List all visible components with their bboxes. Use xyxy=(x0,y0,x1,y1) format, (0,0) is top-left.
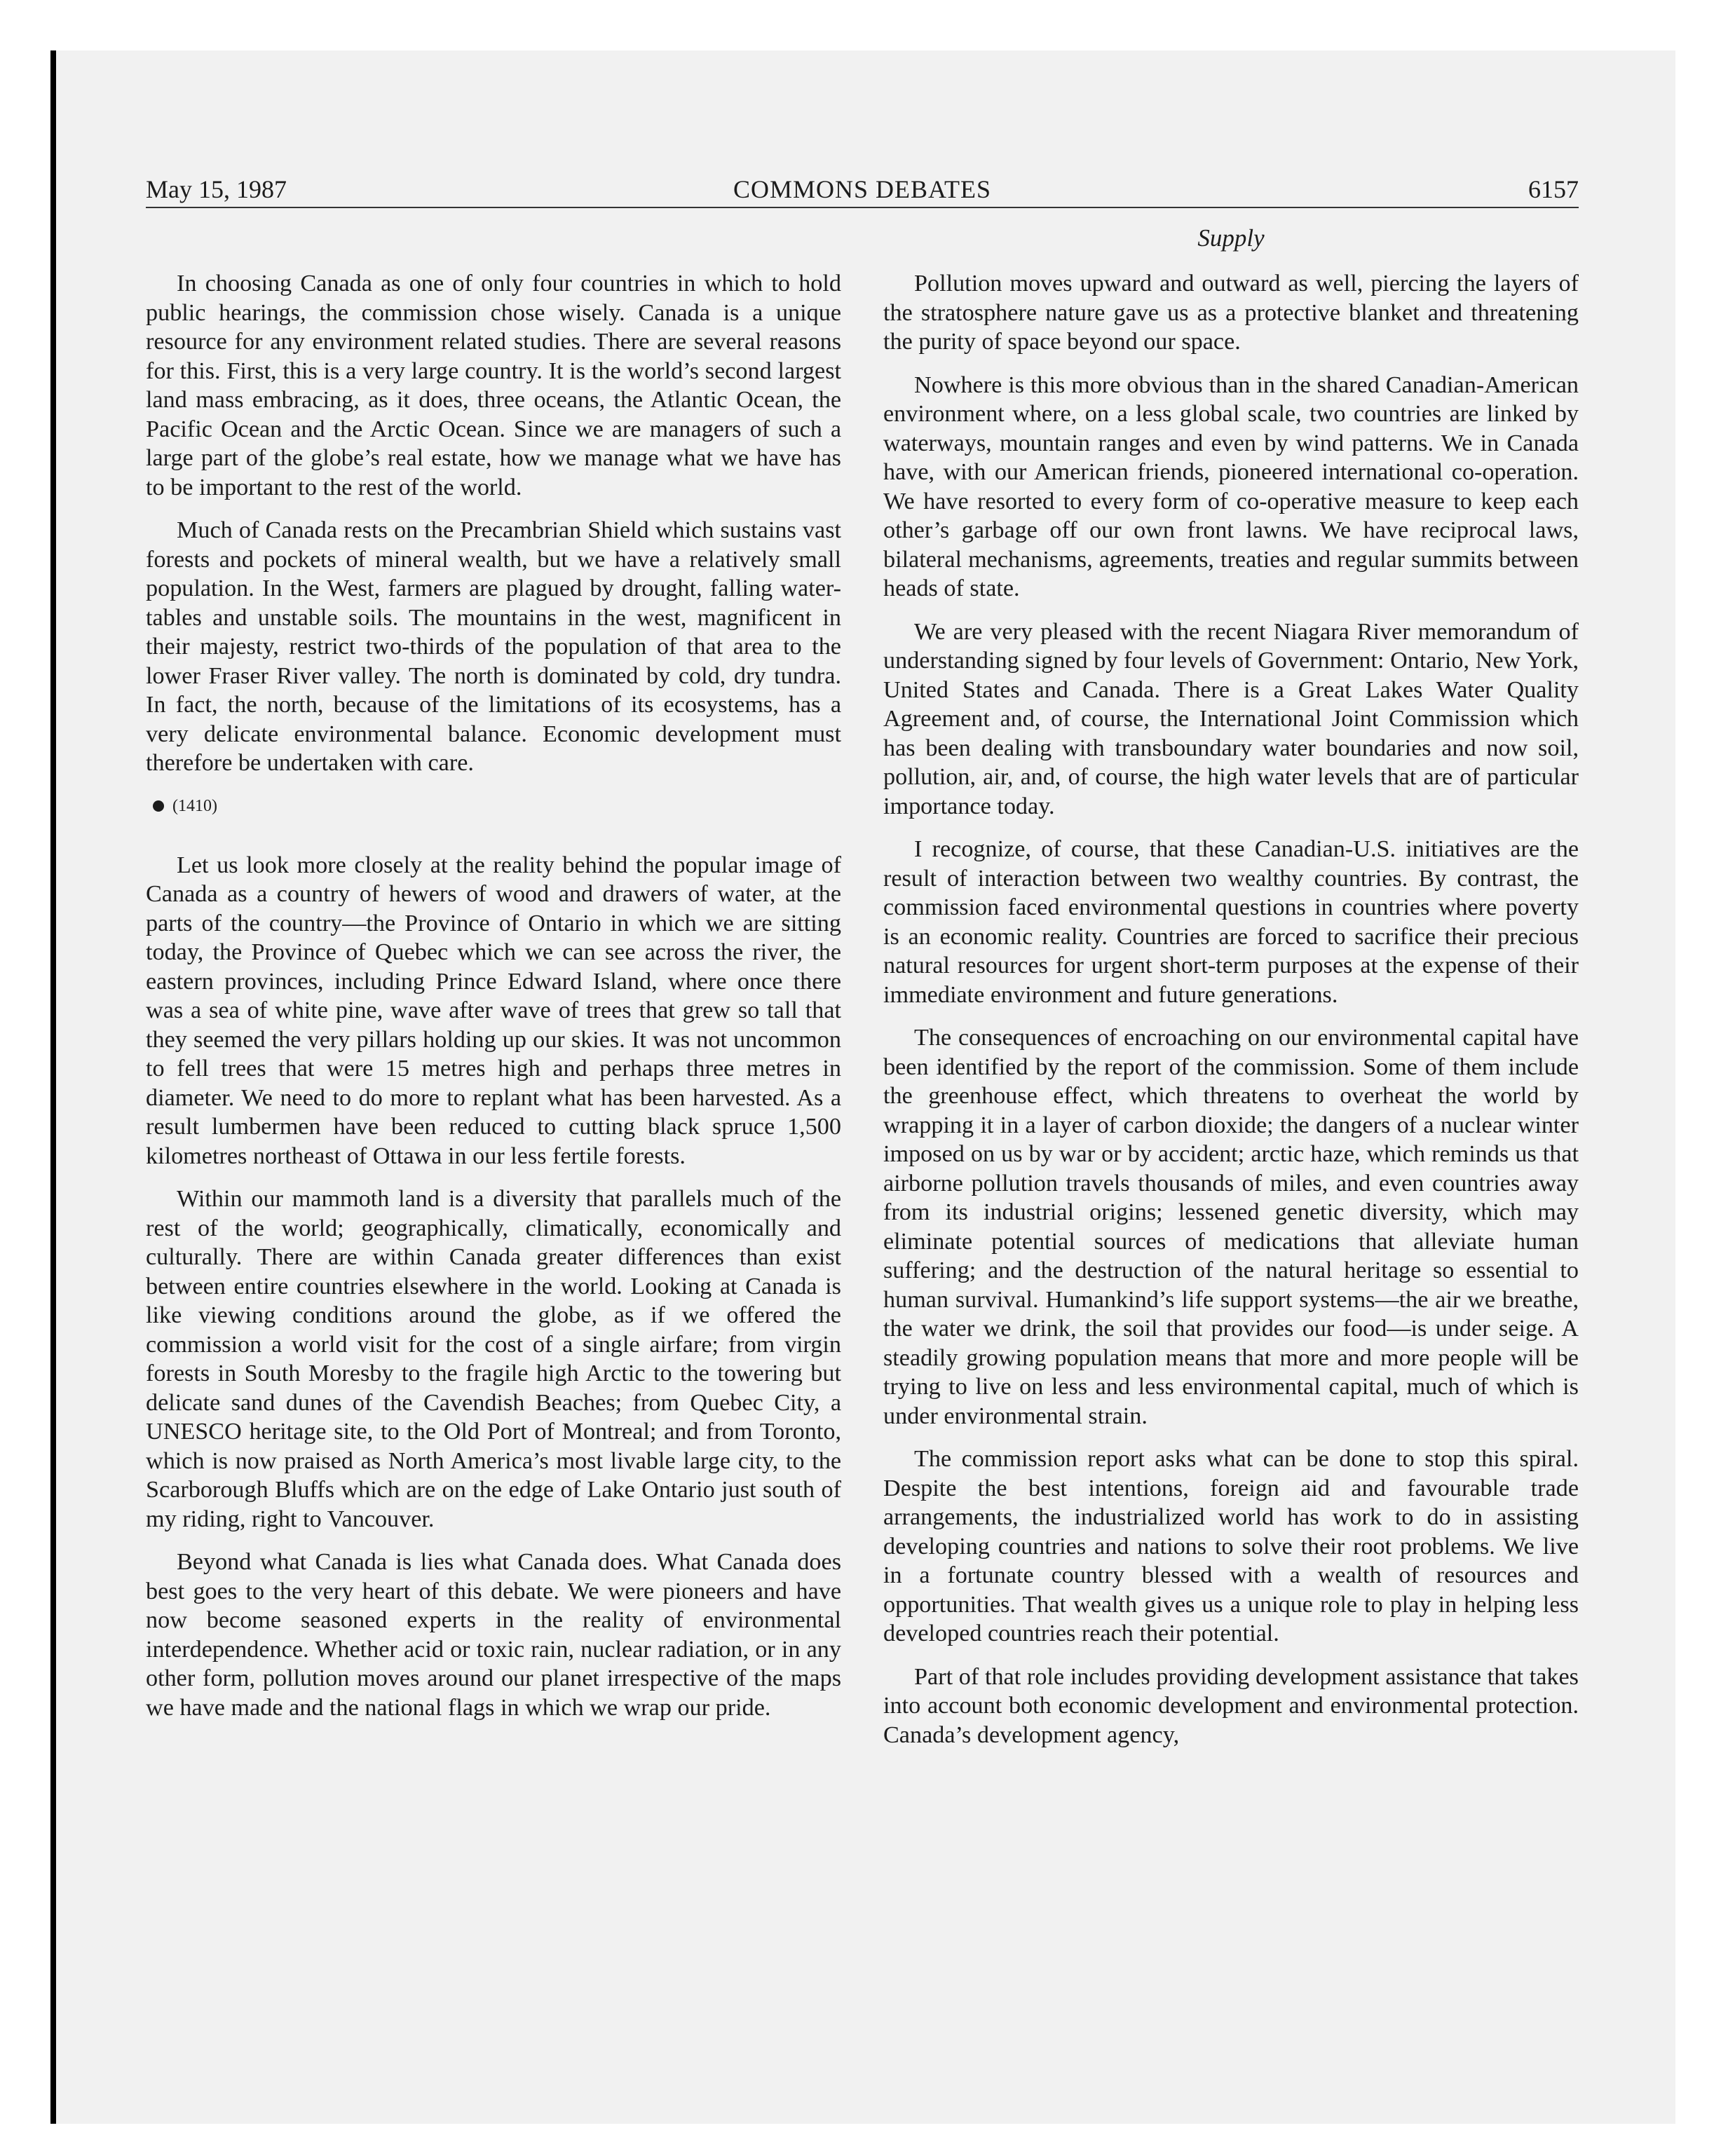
paragraph: In choosing Canada as one of only four countries in which to hold public hearings, the commission chose wisely. Canada is a unique resource for any environment related studies. There are several reasons for this. First, this is a very large country. It is the world’s second largest land mass embracing, as it does, three oceans, the Atlantic Ocean, the Pacific Ocean and the Arctic Ocean. Since we are managers of such a large part of the globe’s real estate, how we manage what we have has to be important to the rest of the world. xyxy=(146,271,841,500)
page-header xyxy=(146,172,1579,206)
paragraph: Much of Canada rests on the Precambrian Shield which sustains vast forests and pockets of mineral wealth, but we have a relatively small population. In the West, farmers are plagued by drought, falling water-tables and unstable soils. The mountains in the west, magnificent in their majesty, restrict two-thirds of the population of that area to the lower Fraser River valley. The north is dominated by cold, dry tundra. In fact, the north, because of the limitations of its ecosystems, has a very delicate environmental balance. Economic development must therefore be undertaken with care. xyxy=(146,517,841,776)
right-column xyxy=(883,269,1579,1763)
paragraph: Beyond what Canada is lies what Canada does. What Canada does best goes to the very heart of this debate. We were pioneers and have now become seasoned experts in the reality of environmental interdependence. Whether acid or toxic rain, nuclear radiation, or in any other form, pollution moves around our planet irrespective of the maps we have made and the national flags in which we wrap our pride. xyxy=(146,1549,841,1721)
paragraph: We are very pleased with the recent Niagara River memorandum of understanding signed by four levels of Government: Ontario, New York, United States and Canada. There is a Great Lakes Water Quality Agreement and, of course, the International Joint Commission which has been dealing with transboundary water boundaries and now soil, pollution, air, and, of course, the high water levels that are of particular importance today. xyxy=(883,618,1579,819)
paragraph: Within our mammoth land is a diversity that parallels much of the rest of the world; geographically, climatically, economically and culturally. There are within Canada greater differences than exist between entire countries elsewhere in the world. Looking at Canada is like viewing conditions around the globe, as if we offered the commission a world visit for the cost of a single airfare; from virgin forests in South Moresby to the fragile high Arctic to the towering but delicate sand dunes of the Cavendish Beaches; from Quebec City, a UNESCO heritage site, to the Old Port of Montreal; and from Toronto, which is now praised as North America’s most livable large city, to the Scarborough Bluffs which are on the edge of Lake Ontario just south of my riding, right to Vancouver. xyxy=(146,1186,841,1532)
paragraph: I recognize, of course, that these Canadian-U.S. initiatives are the result of interaction between two wealthy countries. By contrast, the commission faced environmental questions in countries where poverty is an economic reality. Countries are forced to sacrifice their precious natural resources for urgent short-term purposes at the expense of their immediate environment and future generations. xyxy=(883,836,1579,1008)
paragraph: Let us look more closely at the reality behind the popular image of Canada as a country of hewers of wood and drawers of water, at the parts of the country—the Province of Ontario in which we are sitting today, the Province of Quebec which we can see across the river, the eastern provinces, including Prince Edward Island, where once there was a sea of white pine, wave after wave of trees that grew so tall that they seemed the very pillars holding up our skies. It was not uncommon to fell trees that were 15 metres high and perhaps three metres in diameter. We need to do more to replant what has been harvested. As a result lumbermen have been reduced to cutting black spruce 1,500 kilometres northeast of Ottawa in our less fertile forests. xyxy=(146,852,841,1169)
time-marker xyxy=(146,792,841,820)
section-title: Supply xyxy=(1197,224,1265,252)
header-date: May 15, 1987 xyxy=(146,175,287,203)
header-title: COMMONS DEBATES xyxy=(733,175,992,203)
bullet-icon xyxy=(153,800,164,812)
scan-edge xyxy=(50,50,56,2124)
paragraph: Nowhere is this more obvious than in the shared Canadian-American environment where, on a less global scale, two countries are linked by waterways, mountain ranges and even by wind patterns. We in Canada have, with our American friends, pioneered international co-operation. We have resorted to every form of co-operative measure to keep each other’s garbage off our own front lawns. We have reciprocal laws, bilateral mechanisms, agreements, treaties and regular summits between heads of state. xyxy=(883,371,1579,601)
paragraph: The commission report asks what can be done to stop this spiral. Despite the best intentions, foreign aid and favourable trade arrangements, the industrialized world has work to do in assisting developing countries and nations to solve their root problems. We live in a fortunate country blessed with a wealth of resources and opportunities. That wealth gives us a unique role to play in helping less developed countries reach their potential. xyxy=(883,1446,1579,1646)
left-column xyxy=(146,269,841,1736)
paragraph: Part of that role includes providing development assistance that takes into account both economic development and environmental protection. Canada’s development agency, xyxy=(883,1663,1579,1748)
paragraph: Pollution moves upward and outward as well, piercing the layers of the stratosphere nature gave us as a protective blanket and threatening the purity of space beyond our space. xyxy=(883,271,1579,355)
header-rule xyxy=(146,207,1579,208)
page-number: 6157 xyxy=(1528,175,1579,203)
paragraph: The consequences of encroaching on our environmental capital have been identified by the report of the commission. Some of them include the greenhouse effect, which threatens to overheat the world by wrapping it in a layer of carbon dioxide; the dangers of a nuclear winter imposed on us by war or by accident; arctic haze, which reminds us that airborne pollution travels thousands of miles, and even countries away from its industrial origins; lessened genetic diversity, which may eliminate potential sources of medications that alleviate human suffering; and the destruction of the natural heritage so essential to human survival. Humankind’s life support systems—the air we breathe, the water we drink, the soil that provides our food—is under seige. A steadily growing population means that more and more people will be trying to live on less and less environmental capital, much of which is under environmental strain. xyxy=(883,1025,1579,1429)
time-marker-label: (1410) xyxy=(172,796,217,815)
